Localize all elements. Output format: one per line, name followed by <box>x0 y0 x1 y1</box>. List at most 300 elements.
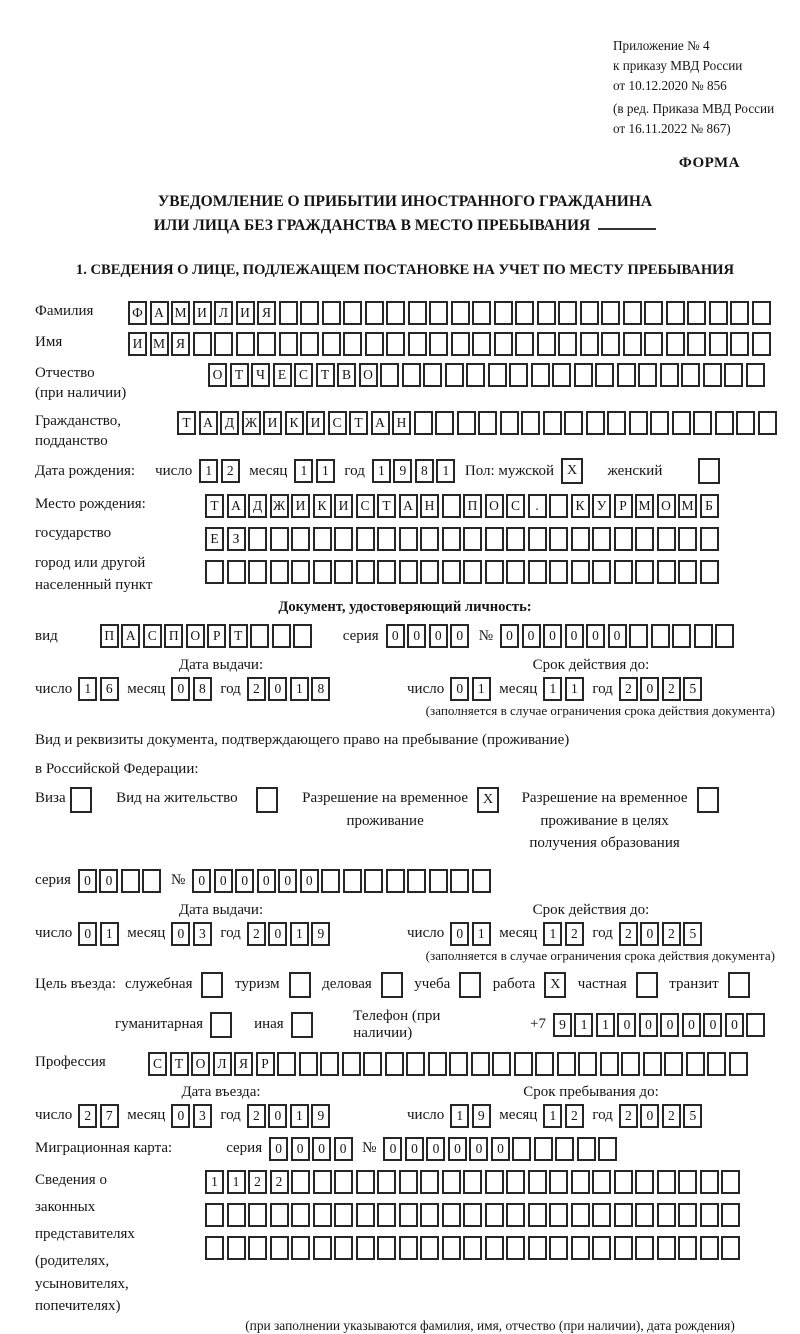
cell[interactable] <box>377 560 396 584</box>
cell[interactable] <box>721 1236 740 1260</box>
cell[interactable]: О <box>208 363 227 387</box>
purpose-tourism-checkbox[interactable] <box>289 972 314 998</box>
cell[interactable]: Н <box>392 411 411 435</box>
cell[interactable] <box>698 458 720 484</box>
cell[interactable] <box>623 332 642 356</box>
cell[interactable]: А <box>150 301 169 325</box>
cell[interactable] <box>614 1203 633 1227</box>
cell[interactable] <box>399 1203 418 1227</box>
cell[interactable] <box>429 301 448 325</box>
cell[interactable] <box>322 301 341 325</box>
cell[interactable] <box>607 411 626 435</box>
cell[interactable] <box>451 301 470 325</box>
cell[interactable]: Т <box>177 411 196 435</box>
cell[interactable] <box>334 527 353 551</box>
cell[interactable]: 1 <box>543 922 562 946</box>
cell[interactable]: 0 <box>640 1104 659 1128</box>
cell[interactable] <box>657 560 676 584</box>
cell[interactable] <box>142 869 161 893</box>
resid-valid-day-cells[interactable] <box>450 922 493 946</box>
cell[interactable] <box>429 869 448 893</box>
cell[interactable]: 0 <box>386 624 405 648</box>
cell[interactable]: И <box>236 301 255 325</box>
cell[interactable] <box>210 1012 232 1038</box>
cell[interactable]: А <box>121 624 140 648</box>
cell[interactable] <box>471 1052 490 1076</box>
cell[interactable] <box>721 1170 740 1194</box>
cell[interactable]: 1 <box>316 459 335 483</box>
cell[interactable]: С <box>294 363 313 387</box>
cell[interactable]: 0 <box>99 869 118 893</box>
cell[interactable] <box>549 527 568 551</box>
cell[interactable]: 1 <box>78 677 97 701</box>
cell[interactable]: 1 <box>436 459 455 483</box>
cell[interactable] <box>549 1203 568 1227</box>
cell[interactable] <box>356 560 375 584</box>
cell[interactable] <box>621 1052 640 1076</box>
doc-issue-month-cells[interactable] <box>171 677 214 701</box>
cell[interactable]: Л <box>213 1052 232 1076</box>
birth-month-cells[interactable] <box>294 459 337 483</box>
cell[interactable]: И <box>306 411 325 435</box>
cell[interactable]: 0 <box>78 922 97 946</box>
cell[interactable] <box>320 1052 339 1076</box>
cell[interactable] <box>399 1236 418 1260</box>
cell[interactable] <box>686 1052 705 1076</box>
cell[interactable] <box>463 527 482 551</box>
cell[interactable] <box>700 1170 719 1194</box>
cell[interactable]: П <box>164 624 183 648</box>
cell[interactable] <box>450 869 469 893</box>
cell[interactable] <box>256 787 278 813</box>
cell[interactable]: 2 <box>247 922 266 946</box>
cell[interactable]: 0 <box>500 624 519 648</box>
cell[interactable]: О <box>485 494 504 518</box>
cell[interactable]: 0 <box>640 677 659 701</box>
cell[interactable]: Я <box>257 301 276 325</box>
cell[interactable] <box>687 301 706 325</box>
cell[interactable] <box>571 527 590 551</box>
cell[interactable] <box>289 972 311 998</box>
cell[interactable] <box>595 363 614 387</box>
cell[interactable]: 0 <box>268 677 287 701</box>
cell[interactable]: 1 <box>372 459 391 483</box>
cell[interactable] <box>334 560 353 584</box>
cell[interactable]: 2 <box>78 1104 97 1128</box>
residence-permit-checkbox[interactable] <box>256 787 281 813</box>
cell[interactable] <box>272 624 291 648</box>
cell[interactable] <box>472 332 491 356</box>
cell[interactable]: 1 <box>227 1170 246 1194</box>
cell[interactable]: 1 <box>472 677 491 701</box>
cell[interactable] <box>643 1052 662 1076</box>
purpose-humanitarian-checkbox[interactable] <box>210 1012 235 1038</box>
cell[interactable] <box>664 1052 683 1076</box>
cell[interactable]: 0 <box>608 624 627 648</box>
citizenship-cells[interactable] <box>177 411 779 435</box>
cell[interactable]: В <box>337 363 356 387</box>
cell[interactable]: 9 <box>393 459 412 483</box>
cell[interactable] <box>549 494 568 518</box>
cell[interactable] <box>703 363 722 387</box>
cell[interactable] <box>478 411 497 435</box>
cell[interactable] <box>752 301 771 325</box>
legal-row1-cells[interactable] <box>205 1170 743 1194</box>
cell[interactable]: 2 <box>248 1170 267 1194</box>
cell[interactable] <box>227 1236 246 1260</box>
cell[interactable] <box>758 411 777 435</box>
cell[interactable] <box>592 1236 611 1260</box>
cell[interactable] <box>614 560 633 584</box>
cell[interactable] <box>257 332 276 356</box>
cell[interactable] <box>500 411 519 435</box>
cell[interactable] <box>555 1137 574 1161</box>
cell[interactable]: А <box>227 494 246 518</box>
cell[interactable]: 0 <box>171 677 190 701</box>
cell[interactable] <box>377 1236 396 1260</box>
cell[interactable] <box>693 411 712 435</box>
cell[interactable]: Т <box>229 624 248 648</box>
cell[interactable]: X <box>544 972 566 998</box>
cell[interactable] <box>386 332 405 356</box>
cell[interactable] <box>730 301 749 325</box>
cell[interactable] <box>279 332 298 356</box>
cell[interactable] <box>356 527 375 551</box>
cell[interactable] <box>291 560 310 584</box>
cell[interactable]: Е <box>205 527 224 551</box>
cell[interactable]: 0 <box>725 1013 744 1037</box>
legal-row2-cells[interactable] <box>205 1203 743 1227</box>
cell[interactable]: 0 <box>171 1104 190 1128</box>
cell[interactable]: Р <box>207 624 226 648</box>
cell[interactable]: 1 <box>290 922 309 946</box>
cell[interactable] <box>442 1236 461 1260</box>
cell[interactable]: Р <box>256 1052 275 1076</box>
cell[interactable] <box>402 363 421 387</box>
cell[interactable] <box>549 560 568 584</box>
cell[interactable] <box>697 787 719 813</box>
cell[interactable] <box>420 560 439 584</box>
cell[interactable] <box>356 1203 375 1227</box>
cell[interactable]: 0 <box>660 1013 679 1037</box>
cell[interactable] <box>457 411 476 435</box>
cell[interactable]: Т <box>349 411 368 435</box>
cell[interactable]: Р <box>614 494 633 518</box>
cell[interactable] <box>528 1170 547 1194</box>
cell[interactable] <box>201 972 223 998</box>
cell[interactable]: Я <box>234 1052 253 1076</box>
cell[interactable] <box>236 332 255 356</box>
cell[interactable] <box>700 1203 719 1227</box>
cell[interactable] <box>506 560 525 584</box>
cell[interactable] <box>515 301 534 325</box>
name-cells[interactable] <box>128 332 773 356</box>
cell[interactable] <box>571 1170 590 1194</box>
cell[interactable]: М <box>171 301 190 325</box>
cell[interactable]: 1 <box>290 1104 309 1128</box>
cell[interactable]: С <box>506 494 525 518</box>
cell[interactable] <box>592 1203 611 1227</box>
profession-cells[interactable] <box>148 1052 750 1076</box>
cell[interactable] <box>586 411 605 435</box>
cell[interactable]: 0 <box>257 869 276 893</box>
cell[interactable] <box>509 363 528 387</box>
cell[interactable] <box>291 527 310 551</box>
cell[interactable]: . <box>528 494 547 518</box>
purpose-work-checkbox[interactable] <box>544 972 569 998</box>
cell[interactable]: М <box>678 494 697 518</box>
cell[interactable] <box>728 972 750 998</box>
cell[interactable] <box>528 1203 547 1227</box>
cell[interactable] <box>617 363 636 387</box>
cell[interactable]: 0 <box>682 1013 701 1037</box>
cell[interactable]: Е <box>273 363 292 387</box>
cell[interactable] <box>537 332 556 356</box>
cell[interactable] <box>672 624 691 648</box>
cell[interactable]: X <box>561 458 583 484</box>
cell[interactable] <box>578 1052 597 1076</box>
cell[interactable] <box>472 301 491 325</box>
cell[interactable] <box>592 1170 611 1194</box>
cell[interactable]: 0 <box>639 1013 658 1037</box>
mig-number-cells[interactable] <box>383 1137 620 1161</box>
cell[interactable]: 2 <box>247 677 266 701</box>
cell[interactable] <box>558 301 577 325</box>
cell[interactable] <box>420 1236 439 1260</box>
cell[interactable] <box>399 527 418 551</box>
cell[interactable] <box>321 869 340 893</box>
resid-issue-month-cells[interactable] <box>171 922 214 946</box>
cell[interactable]: Ж <box>270 494 289 518</box>
cell[interactable]: 0 <box>269 1137 288 1161</box>
cell[interactable]: О <box>359 363 378 387</box>
cell[interactable] <box>736 411 755 435</box>
cell[interactable]: Ж <box>242 411 261 435</box>
cell[interactable]: 1 <box>100 922 119 946</box>
cell[interactable]: П <box>100 624 119 648</box>
cell[interactable]: 1 <box>205 1170 224 1194</box>
cell[interactable] <box>657 1170 676 1194</box>
cell[interactable] <box>730 332 749 356</box>
cell[interactable]: И <box>334 494 353 518</box>
cell[interactable]: 0 <box>450 922 469 946</box>
cell[interactable]: К <box>285 411 304 435</box>
cell[interactable] <box>313 1236 332 1260</box>
cell[interactable] <box>214 332 233 356</box>
cell[interactable] <box>614 1236 633 1260</box>
cell[interactable]: 0 <box>235 869 254 893</box>
cell[interactable] <box>580 332 599 356</box>
sex-male-checkbox[interactable] <box>561 458 586 484</box>
cell[interactable]: 0 <box>300 869 319 893</box>
purpose-transit-checkbox[interactable] <box>728 972 753 998</box>
cell[interactable]: Д <box>220 411 239 435</box>
cell[interactable]: Т <box>316 363 335 387</box>
cell[interactable] <box>343 301 362 325</box>
cell[interactable] <box>635 527 654 551</box>
cell[interactable] <box>650 411 669 435</box>
cell[interactable]: 0 <box>192 869 211 893</box>
cell[interactable]: 0 <box>491 1137 510 1161</box>
cell[interactable]: З <box>227 527 246 551</box>
cell[interactable]: 2 <box>565 922 584 946</box>
doc-valid-year-cells[interactable] <box>619 677 705 701</box>
cell[interactable] <box>291 1203 310 1227</box>
cell[interactable] <box>442 560 461 584</box>
cell[interactable]: Б <box>700 494 719 518</box>
cell[interactable]: 0 <box>334 1137 353 1161</box>
cell[interactable] <box>694 624 713 648</box>
cell[interactable]: 1 <box>450 1104 469 1128</box>
cell[interactable]: О <box>191 1052 210 1076</box>
surname-cells[interactable] <box>128 301 773 325</box>
cell[interactable]: У <box>592 494 611 518</box>
cell[interactable] <box>707 1052 726 1076</box>
cell[interactable] <box>377 1203 396 1227</box>
cell[interactable]: Д <box>248 494 267 518</box>
cell[interactable]: С <box>328 411 347 435</box>
birth-year-cells[interactable] <box>372 459 458 483</box>
cell[interactable] <box>227 560 246 584</box>
cell[interactable]: А <box>371 411 390 435</box>
cell[interactable]: 2 <box>270 1170 289 1194</box>
cell[interactable]: 2 <box>619 677 638 701</box>
cell[interactable] <box>657 1203 676 1227</box>
cell[interactable] <box>248 527 267 551</box>
cell[interactable] <box>485 527 504 551</box>
cell[interactable]: 0 <box>703 1013 722 1037</box>
resid-issue-year-cells[interactable] <box>247 922 333 946</box>
cell[interactable] <box>205 1203 224 1227</box>
cell[interactable] <box>406 1052 425 1076</box>
cell[interactable]: 2 <box>662 922 681 946</box>
cell[interactable] <box>442 1203 461 1227</box>
cell[interactable]: 0 <box>405 1137 424 1161</box>
cell[interactable]: С <box>148 1052 167 1076</box>
cell[interactable] <box>571 1236 590 1260</box>
cell[interactable] <box>623 301 642 325</box>
cell[interactable] <box>423 363 442 387</box>
cell[interactable]: 5 <box>683 1104 702 1128</box>
cell[interactable] <box>364 869 383 893</box>
cell[interactable] <box>638 363 657 387</box>
cell[interactable] <box>635 1236 654 1260</box>
cell[interactable]: 6 <box>100 677 119 701</box>
cell[interactable]: Т <box>377 494 396 518</box>
cell[interactable] <box>629 624 648 648</box>
mig-series-cells[interactable] <box>269 1137 355 1161</box>
birth-place-row2-cells[interactable] <box>205 527 721 551</box>
doc-issue-day-cells[interactable] <box>78 677 121 701</box>
cell[interactable] <box>494 301 513 325</box>
purpose-business-checkbox[interactable] <box>381 972 406 998</box>
doc-kind-cells[interactable] <box>100 624 315 648</box>
cell[interactable]: 2 <box>619 1104 638 1128</box>
cell[interactable] <box>485 1203 504 1227</box>
cell[interactable]: Н <box>420 494 439 518</box>
cell[interactable]: 1 <box>290 677 309 701</box>
cell[interactable] <box>678 527 697 551</box>
cell[interactable] <box>380 363 399 387</box>
cell[interactable] <box>429 332 448 356</box>
cell[interactable]: 0 <box>565 624 584 648</box>
cell[interactable] <box>506 1170 525 1194</box>
legal-row3-cells[interactable] <box>205 1236 743 1260</box>
cell[interactable] <box>700 1236 719 1260</box>
cell[interactable]: 9 <box>311 922 330 946</box>
cell[interactable] <box>531 363 550 387</box>
cell[interactable]: 0 <box>268 1104 287 1128</box>
cell[interactable] <box>700 527 719 551</box>
cell[interactable] <box>746 1013 765 1037</box>
cell[interactable]: 1 <box>543 677 562 701</box>
cell[interactable] <box>291 1170 310 1194</box>
cell[interactable] <box>494 332 513 356</box>
doc-series-cells[interactable] <box>386 624 472 648</box>
entry-year-cells[interactable] <box>247 1104 333 1128</box>
cell[interactable] <box>678 560 697 584</box>
cell[interactable] <box>535 1052 554 1076</box>
cell[interactable] <box>657 1236 676 1260</box>
cell[interactable] <box>293 624 312 648</box>
cell[interactable] <box>552 363 571 387</box>
cell[interactable] <box>205 560 224 584</box>
cell[interactable] <box>571 560 590 584</box>
cell[interactable]: Ф <box>128 301 147 325</box>
cell[interactable]: X <box>477 787 499 813</box>
cell[interactable] <box>386 869 405 893</box>
cell[interactable] <box>678 1170 697 1194</box>
cell[interactable] <box>442 1170 461 1194</box>
cell[interactable] <box>386 301 405 325</box>
doc-number-cells[interactable] <box>500 624 737 648</box>
cell[interactable]: О <box>657 494 676 518</box>
cell[interactable] <box>291 1012 313 1038</box>
cell[interactable] <box>463 560 482 584</box>
cell[interactable] <box>592 560 611 584</box>
cell[interactable] <box>459 972 481 998</box>
cell[interactable] <box>449 1052 468 1076</box>
cell[interactable] <box>681 363 700 387</box>
cell[interactable] <box>571 1203 590 1227</box>
cell[interactable] <box>313 1203 332 1227</box>
cell[interactable] <box>564 411 583 435</box>
temp-residence-edu-checkbox[interactable] <box>697 787 722 813</box>
cell[interactable]: 0 <box>291 1137 310 1161</box>
cell[interactable]: 0 <box>543 624 562 648</box>
cell[interactable]: К <box>313 494 332 518</box>
cell[interactable] <box>472 869 491 893</box>
cell[interactable] <box>700 560 719 584</box>
cell[interactable] <box>614 1170 633 1194</box>
cell[interactable] <box>515 332 534 356</box>
cell[interactable] <box>506 1203 525 1227</box>
cell[interactable] <box>644 301 663 325</box>
cell[interactable]: 0 <box>171 922 190 946</box>
cell[interactable]: 1 <box>472 922 491 946</box>
resid-valid-year-cells[interactable] <box>619 922 705 946</box>
cell[interactable] <box>343 332 362 356</box>
cell[interactable] <box>451 332 470 356</box>
cell[interactable]: 0 <box>214 869 233 893</box>
cell[interactable]: 0 <box>407 624 426 648</box>
cell[interactable] <box>598 1137 617 1161</box>
purpose-official-checkbox[interactable] <box>201 972 226 998</box>
cell[interactable]: 0 <box>268 922 287 946</box>
cell[interactable] <box>363 1052 382 1076</box>
cell[interactable]: 0 <box>426 1137 445 1161</box>
resid-number-cells[interactable] <box>192 869 493 893</box>
